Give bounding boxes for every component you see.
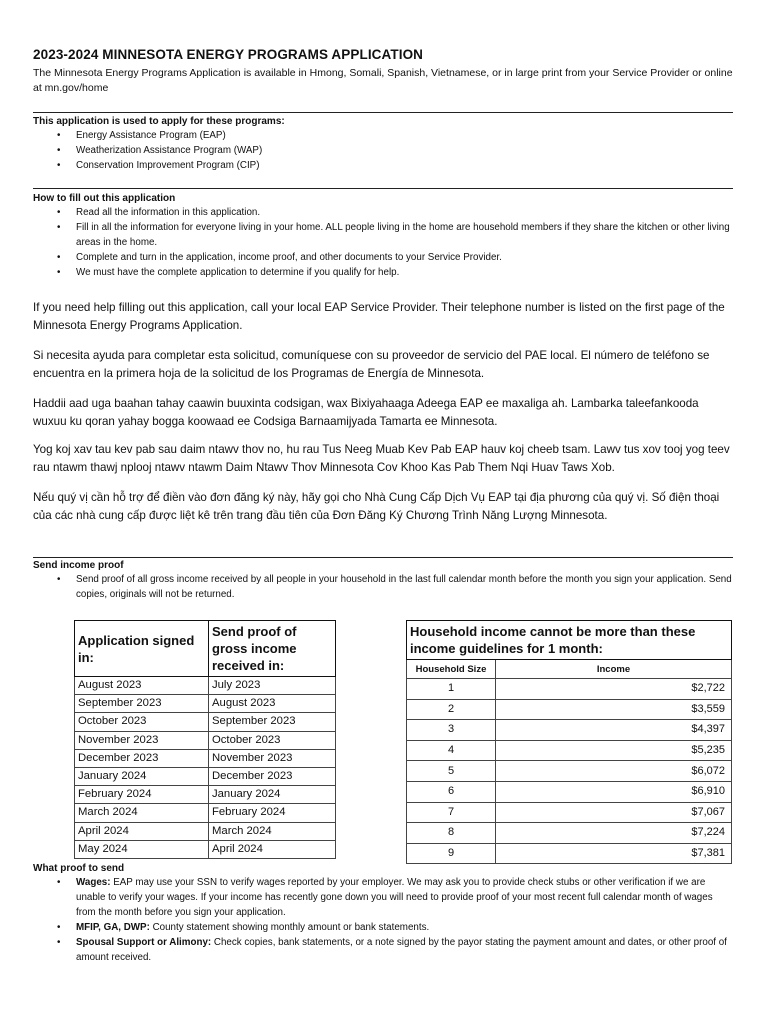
income-limit-cell: $3,559 bbox=[496, 699, 732, 720]
income-table-row bbox=[407, 761, 732, 782]
month-table-col1-header: Application signed in: bbox=[75, 621, 209, 677]
proof-month-cell: January 2024 bbox=[209, 786, 336, 804]
howto-item: • Complete and turn in the application, income proof, and other documents to your Service Provider. bbox=[33, 250, 733, 265]
program-item: • Energy Assistance Program (EAP) bbox=[33, 128, 733, 143]
proof-label: Wages: bbox=[76, 877, 111, 888]
income-proof-heading: Send income proof bbox=[33, 560, 124, 571]
income-limit-cell: $5,235 bbox=[496, 740, 732, 761]
help-spanish: Si necesita ayuda para completar esta solicitud, comuníquese con su proveedor de servicio del PAE local. El número de teléfono se encuentra en la primera hoja de la solicitud de los Programas de Energía de Minnesota. bbox=[33, 349, 710, 380]
howto-section bbox=[33, 193, 733, 280]
month-table-row bbox=[75, 840, 336, 858]
programs-section bbox=[33, 116, 733, 173]
signed-month-cell: October 2023 bbox=[75, 713, 209, 731]
howto-item: • We must have the complete application to determine if you qualify for help. bbox=[33, 265, 733, 280]
help-vietnamese: Nếu quý vị cần hỗ trợ để điền vào đơn đăng ký này, hãy gọi cho Nhà Cung Cấp Dịch Vụ EAP tại địa phương của quý vị. Số điện thoại của các nhà cung cấp được liệt kê trên trang đầu tiên của Đơn Đăng Ký Chương Trình Năng Lượng Minnesota. bbox=[33, 491, 720, 522]
signed-month-cell: February 2024 bbox=[75, 786, 209, 804]
household-size-cell: 9 bbox=[407, 843, 496, 864]
income-table-row bbox=[407, 720, 732, 741]
help-somali: Haddii aad uga baahan tahay caawin buuxinta codsigan, wax Bixiyahaaga Adeega EAP ee maxaliga ah. Lambarka taleefankooda wuxuu ku qoran yahay bogga koowaad ee Codsiga Barnaamijyada Tamarta ee Minnesota. bbox=[33, 397, 699, 428]
income-table-row bbox=[407, 823, 732, 844]
proof-item-wages bbox=[33, 875, 733, 920]
month-table-row bbox=[75, 822, 336, 840]
program-item: • Weatherization Assistance Program (WAP) bbox=[33, 143, 733, 158]
howto-heading: How to fill out this application bbox=[33, 193, 176, 204]
household-size-cell: 6 bbox=[407, 781, 496, 802]
proof-month-cell: November 2023 bbox=[209, 749, 336, 767]
income-limit-cell: $6,910 bbox=[496, 781, 732, 802]
signed-month-cell: April 2024 bbox=[75, 822, 209, 840]
divider bbox=[33, 188, 733, 189]
signed-month-cell: December 2023 bbox=[75, 749, 209, 767]
proof-month-cell: December 2023 bbox=[209, 767, 336, 785]
income-limit-cell: $4,397 bbox=[496, 720, 732, 741]
proof-to-send-section bbox=[33, 863, 733, 965]
signed-month-cell: November 2023 bbox=[75, 731, 209, 749]
proof-month-cell: February 2024 bbox=[209, 804, 336, 822]
month-table-row bbox=[75, 695, 336, 713]
income-table-row bbox=[407, 699, 732, 720]
month-table-col2-header: Send proof of gross income received in: bbox=[209, 621, 336, 677]
proof-month-cell: July 2023 bbox=[209, 677, 336, 695]
signed-month-cell: March 2024 bbox=[75, 804, 209, 822]
proof-month-cell: March 2024 bbox=[209, 822, 336, 840]
household-size-cell: 7 bbox=[407, 802, 496, 823]
income-table-title: Household income cannot be more than these income guidelines for 1 month: bbox=[407, 621, 732, 660]
income-limit-cell: $7,224 bbox=[496, 823, 732, 844]
proof-text: Check copies, bank statements, or a note signed by the payor stating the payment amount and dates, or other proof of amount received. bbox=[76, 937, 727, 963]
household-size-cell: 8 bbox=[407, 823, 496, 844]
signed-month-cell: August 2023 bbox=[75, 677, 209, 695]
income-proof-section bbox=[33, 560, 733, 602]
proof-month-cell: October 2023 bbox=[209, 731, 336, 749]
household-size-cell: 4 bbox=[407, 740, 496, 761]
proof-item-spousal bbox=[33, 935, 733, 965]
income-table-row bbox=[407, 781, 732, 802]
income-table-row bbox=[407, 843, 732, 864]
proof-text: EAP may use your SSN to verify wages reported by your employer. We may ask you to provide check stubs or other verification if we are unable to verify your wages. If your income has recently gone down you will need to provide proof of your most recent full calendar month of wages from the month before you sign your application. bbox=[76, 877, 713, 918]
month-table-row bbox=[75, 749, 336, 767]
proof-label: MFIP, GA, DWP: bbox=[76, 922, 150, 933]
help-hmong: Yog koj xav tau kev pab sau daim ntawv thov no, hu rau Tus Neeg Muab Kev Pab EAP hauv koj cheeb tsam. Lawv tus xov tooj yog teev rau ntawm thawj nplooj ntawv ntawm Daim Ntawv Thov Minnesota Cov Khoo Kas Pab Them Nqi Huav Taws Xob. bbox=[33, 443, 730, 474]
month-table-row bbox=[75, 713, 336, 731]
household-size-cell: 3 bbox=[407, 720, 496, 741]
howto-item: • Read all the information in this application. bbox=[33, 205, 733, 220]
month-table-row bbox=[75, 767, 336, 785]
signed-month-cell: May 2024 bbox=[75, 840, 209, 858]
income-header: Income bbox=[496, 660, 732, 679]
income-limit-cell: $7,067 bbox=[496, 802, 732, 823]
month-table-row bbox=[75, 731, 336, 749]
proof-month-cell: September 2023 bbox=[209, 713, 336, 731]
household-size-cell: 2 bbox=[407, 699, 496, 720]
income-table-row bbox=[407, 802, 732, 823]
proof-heading: What proof to send bbox=[33, 863, 125, 874]
month-table bbox=[74, 620, 336, 859]
income-table-row bbox=[407, 740, 732, 761]
proof-month-cell: April 2024 bbox=[209, 840, 336, 858]
program-item: • Conservation Improvement Program (CIP) bbox=[33, 158, 733, 173]
income-table-row bbox=[407, 679, 732, 700]
household-size-cell: 5 bbox=[407, 761, 496, 782]
month-table-row bbox=[75, 804, 336, 822]
month-table-row bbox=[75, 677, 336, 695]
signed-month-cell: January 2024 bbox=[75, 767, 209, 785]
howto-item: • Fill in all the information for everyone living in your home. ALL people living in the home are household members if they share the kitchen or other living areas in the home. bbox=[33, 220, 733, 250]
household-size-cell: 1 bbox=[407, 679, 496, 700]
divider bbox=[33, 557, 733, 558]
signed-month-cell: September 2023 bbox=[75, 695, 209, 713]
income-limit-cell: $6,072 bbox=[496, 761, 732, 782]
month-table-row bbox=[75, 786, 336, 804]
proof-month-cell: August 2023 bbox=[209, 695, 336, 713]
page-subtitle: The Minnesota Energy Programs Application is available in Hmong, Somali, Spanish, Vietnamese, or in large print from your Service Provider or online at mn.gov/home bbox=[33, 67, 733, 94]
income-proof-text: • Send proof of all gross income received by all people in your household in the last full calendar month before the month you sign your application. Send copies, originals will not be returned. bbox=[33, 572, 733, 602]
proof-text: County statement showing monthly amount or bank statements. bbox=[149, 922, 430, 933]
proof-label: Spousal Support or Alimony: bbox=[76, 937, 212, 948]
household-size-header: Household Size bbox=[407, 660, 496, 679]
income-limit-cell: $7,381 bbox=[496, 843, 732, 864]
income-guidelines-table bbox=[406, 620, 732, 864]
page-title: 2023-2024 MINNESOTA ENERGY PROGRAMS APPLICATION bbox=[33, 47, 424, 62]
proof-item-mfip bbox=[33, 920, 733, 935]
programs-heading: This application is used to apply for these programs: bbox=[33, 116, 285, 127]
help-english: If you need help filling out this application, call your local EAP Service Provider. Their telephone number is listed on the first page of the Minnesota Energy Programs Application. bbox=[33, 301, 725, 332]
divider bbox=[33, 112, 733, 113]
income-limit-cell: $2,722 bbox=[496, 679, 732, 700]
